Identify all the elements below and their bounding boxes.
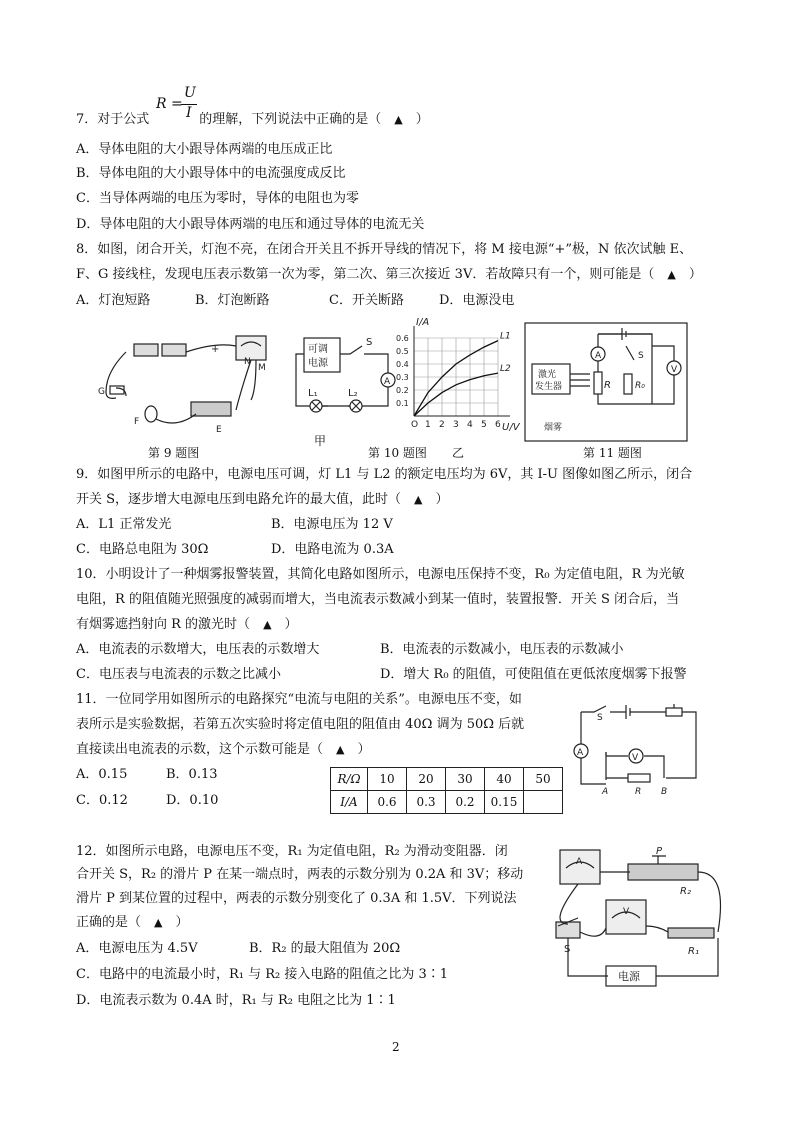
q11-fig-point-a: A — [602, 787, 609, 797]
table-cell: 0.2 — [446, 791, 485, 814]
chart-x-tick-label: 2 — [439, 420, 445, 430]
fig10-l1-label: L₁ — [308, 388, 318, 399]
q10-close: ） — [271, 617, 298, 632]
q10-option-c: C．电压表与电流表的示数之比减小 — [76, 667, 281, 682]
table-cell: I/A — [331, 791, 368, 814]
q9-option-b: B．电源电压为 12 V — [271, 517, 393, 532]
fig9-caption: 第 9 题图 — [148, 446, 200, 460]
table-cell: 0.6 — [368, 791, 407, 814]
fig10-s-label: S — [366, 337, 373, 348]
q11-line2: 表所示是实验数据，若第五次实验时将定值电阻的阻值由 40Ω 调为 50Ω 后就 — [76, 717, 525, 732]
fig10-circuit — [288, 332, 398, 432]
q7-prefix: 7．对于公式 — [76, 112, 150, 127]
chart-x-tick-label: 6 — [495, 420, 501, 430]
chart-y-tick-label: 0.5 — [396, 347, 409, 356]
q11-option-d: D．0.10 — [166, 793, 219, 808]
fig9-label-m: M — [258, 363, 266, 373]
q12-fig-voltmeter: V — [623, 907, 630, 917]
q7-formula-den: I — [186, 105, 192, 121]
table-row — [331, 791, 563, 814]
q11-fig-s: S — [597, 713, 603, 723]
chart-x-tick-label: 4 — [467, 420, 473, 430]
table-cell: 30 — [446, 768, 485, 791]
q11-circuit — [566, 700, 716, 800]
answer-mark: ▲ — [667, 268, 676, 281]
q11-line3-text: 直接读出电流表的示数，这个示数可能是（ — [76, 742, 337, 757]
q12-line1: 12．如图所示电路，电源电压不变，R₁ 为定值电阻，R₂ 为滑动变阻器．闭 — [76, 844, 508, 859]
q12-line2: 合开关 S，R₂ 的滑片 P 在某一端点时，两表的示数分别为 0.2A 和 3V；移动 — [76, 867, 524, 882]
q10-option-a: A．电流表的示数增大，电压表的示数增大 — [76, 642, 320, 657]
q12-fig-s: S — [564, 944, 571, 955]
chart-x-tick-label: 5 — [481, 420, 487, 430]
q8-option-d: D．电源没电 — [439, 293, 515, 308]
q12-fig-power: 电源 — [618, 970, 640, 983]
fig10-caption: 第 10 题图 — [368, 446, 427, 460]
fig11-laser-line2: 发生器 — [535, 382, 563, 392]
chart-x-tick-label: O — [411, 420, 419, 430]
table-row — [331, 768, 563, 791]
chart-y-tick-label: 0.3 — [396, 373, 409, 382]
q10-line2: 电阻，R 的阻值随光照强度的减弱而增大，当电流表示数减小到某一值时，装置报警．开关 S 闭合后，当 — [76, 592, 680, 607]
chart-y-axis-label: I/A — [416, 317, 430, 328]
chart-y-tick-label: 0.4 — [396, 360, 409, 369]
q11-fig-r: R — [635, 787, 642, 797]
q11-close: ） — [344, 742, 371, 757]
q12-option-b: B．R₂ 的最大阻值为 20Ω — [249, 941, 401, 956]
fig11-caption: 第 11 题图 — [583, 446, 642, 460]
table-cell: 0.3 — [407, 791, 446, 814]
q12-fig-ammeter: A — [576, 857, 583, 867]
q7-option-d: D．导体电阻的大小跟导体两端的电压和通过导体的电流无关 — [76, 217, 425, 232]
q11-fig-ammeter: A — [577, 748, 584, 758]
q11-option-c: C．0.12 — [76, 793, 128, 808]
q8-option-a: A．灯泡短路 — [76, 293, 151, 308]
q8-line2-text: F、G 接线柱，发现电压表示数第一次为零，第二次、第三次接近 3V．若故障只有一个，则可能是（ — [76, 267, 668, 282]
q12-apparatus — [548, 842, 744, 992]
q8-close: ） — [675, 267, 702, 282]
table-cell: 10 — [368, 768, 407, 791]
q7-option-c: C．当导体两端的电压为零时，导体的电阻也为零 — [76, 191, 359, 206]
fig9-apparatus — [96, 324, 276, 436]
fig10-ammeter-label: A — [384, 377, 391, 387]
answer-mark: ▲ — [394, 113, 403, 126]
q11-option-a: A．0.15 — [76, 767, 128, 782]
fig11-voltmeter-label: V — [671, 365, 678, 375]
q11-line3 — [76, 741, 371, 759]
chart-y-tick-label: 0.6 — [396, 334, 409, 343]
chart-y-tick-label: 0.1 — [396, 399, 409, 408]
q7-option-a: A．导体电阻的大小跟导体两端的电压成正比 — [76, 142, 333, 157]
table-cell: R/Ω — [331, 768, 368, 791]
q8-line1: 8．如图，闭合开关，灯泡不亮，在闭合开关且不拆开导线的情况下，将 M 接电源“+”极，N 依次试触 E、 — [76, 242, 693, 257]
table-cell: 0.15 — [485, 791, 524, 814]
q11-fig-point-b: B — [661, 787, 668, 797]
q12-close: ） — [162, 915, 189, 930]
fig10-yi: 乙 — [452, 446, 465, 460]
fig11-ammeter-label: A — [595, 351, 602, 361]
q10-option-b: B．电流表的示数减小，电压表的示数减小 — [380, 642, 624, 657]
q12-fig-r1: R₁ — [688, 946, 699, 957]
q8-option-c: C．开关断路 — [329, 293, 404, 308]
answer-mark: ▲ — [263, 618, 272, 631]
fig10-l2-label: L₂ — [348, 388, 358, 399]
q12-line3: 滑片 P 到某位置的过程中，两表的示数分别变化了 0.3A 和 1.5V．下列说法 — [76, 891, 517, 906]
fig11-s-label: S — [638, 351, 644, 361]
fig11-r-label: R — [604, 380, 611, 391]
q12-fig-p: P — [656, 846, 663, 857]
q7-option-b: B．导体电阻的大小跟导体中的电流强度成反比 — [76, 166, 346, 181]
q9-line1: 9．如图甲所示的电路中，电源电压可调，灯 L1 与 L2 的额定电压均为 6V，其 I-U 图像如图乙所示，闭合 — [76, 467, 693, 482]
q8-option-b: B．灯泡断路 — [195, 293, 270, 308]
q10-line3 — [76, 616, 298, 634]
q12-line4 — [76, 914, 189, 932]
q9-line2-text: 开关 S，逐步增大电源电压到电路允许的最大值，此时（ — [76, 492, 415, 507]
fig9-label-f: F — [134, 417, 140, 427]
chart-series-label: L1 — [500, 331, 511, 342]
q7-stem — [76, 111, 429, 129]
fig9-label-plus: + — [211, 344, 220, 355]
q7-formula-num: U — [184, 85, 196, 101]
fig10-iu-chart — [396, 316, 520, 434]
fig11-r0-label: R₀ — [635, 381, 645, 391]
fig9-label-e: E — [216, 425, 222, 435]
q10-option-d: D．增大 R₀ 的阻值，可使阻值在更低浓度烟雾下报警 — [380, 667, 687, 682]
q10-line3-text: 有烟雾遮挡射向 R 的激光时（ — [76, 617, 264, 632]
q12-option-d: D．电流表示数为 0.4A 时，R₁ 与 R₂ 电阻之比为 1∶1 — [76, 993, 396, 1008]
q9-option-c: C．电路总电阻为 30Ω — [76, 542, 209, 557]
chart-series-label: L2 — [500, 364, 511, 375]
q9-option-a: A．L1 正常发光 — [76, 517, 172, 532]
table-cell: 50 — [524, 768, 563, 791]
q12-fig-r2: R₂ — [680, 886, 691, 897]
table-cell: 40 — [485, 768, 524, 791]
chart-y-tick-label: 0.2 — [396, 386, 409, 395]
chart-x-axis-label: U/V — [502, 422, 520, 433]
q9-close: ） — [422, 492, 449, 507]
table-cell: 20 — [407, 768, 446, 791]
q9-option-d: D．电路电流为 0.3A — [271, 542, 394, 557]
answer-mark: ▲ — [154, 916, 163, 929]
fig9-label-n: N — [244, 357, 251, 367]
fig9-label-g: G — [98, 387, 105, 397]
q12-option-a: A．电源电压为 4.5V — [76, 941, 198, 956]
q10-line1: 10．小明设计了一种烟雾报警装置，其简化电路如图所示，电源电压保持不变，R₀ 为定值电阻，R 为光敏 — [76, 567, 685, 582]
fig10-box-line2: 电源 — [308, 358, 328, 369]
table-cell — [524, 791, 563, 814]
fig11-laser-line1: 激光 — [538, 370, 557, 380]
q7-suffix: 的理解，下列说法中正确的是（ — [199, 112, 395, 127]
q11-fig-voltmeter: V — [632, 753, 639, 763]
fig10-box-line1: 可调 — [308, 344, 328, 355]
q11-option-b: B．0.13 — [166, 767, 218, 782]
q7-close: ） — [402, 112, 429, 127]
q12-option-c: C．电路中的电流最小时，R₁ 与 R₂ 接入电路的阻值之比为 3∶1 — [76, 967, 449, 982]
chart-x-tick-label: 1 — [425, 420, 431, 430]
fig11-smoke-label: 烟雾 — [544, 423, 563, 433]
q12-line4-text: 正确的是（ — [76, 915, 155, 930]
fig10-jia: 甲 — [314, 434, 327, 448]
q8-line2 — [76, 266, 702, 284]
q11-line1: 11．一位同学用如图所示的电路探究“电流与电阻的关系”。电源电压不变，如 — [76, 692, 522, 707]
answer-mark: ▲ — [336, 743, 345, 756]
q11-data-table — [330, 767, 563, 814]
q7-formula-lhs: R = — [156, 96, 183, 112]
chart-x-tick-label: 3 — [453, 420, 459, 430]
answer-mark: ▲ — [414, 493, 423, 506]
q9-line2 — [76, 491, 449, 509]
fig11-circuit — [524, 322, 688, 442]
page-number: 2 — [392, 1040, 400, 1054]
